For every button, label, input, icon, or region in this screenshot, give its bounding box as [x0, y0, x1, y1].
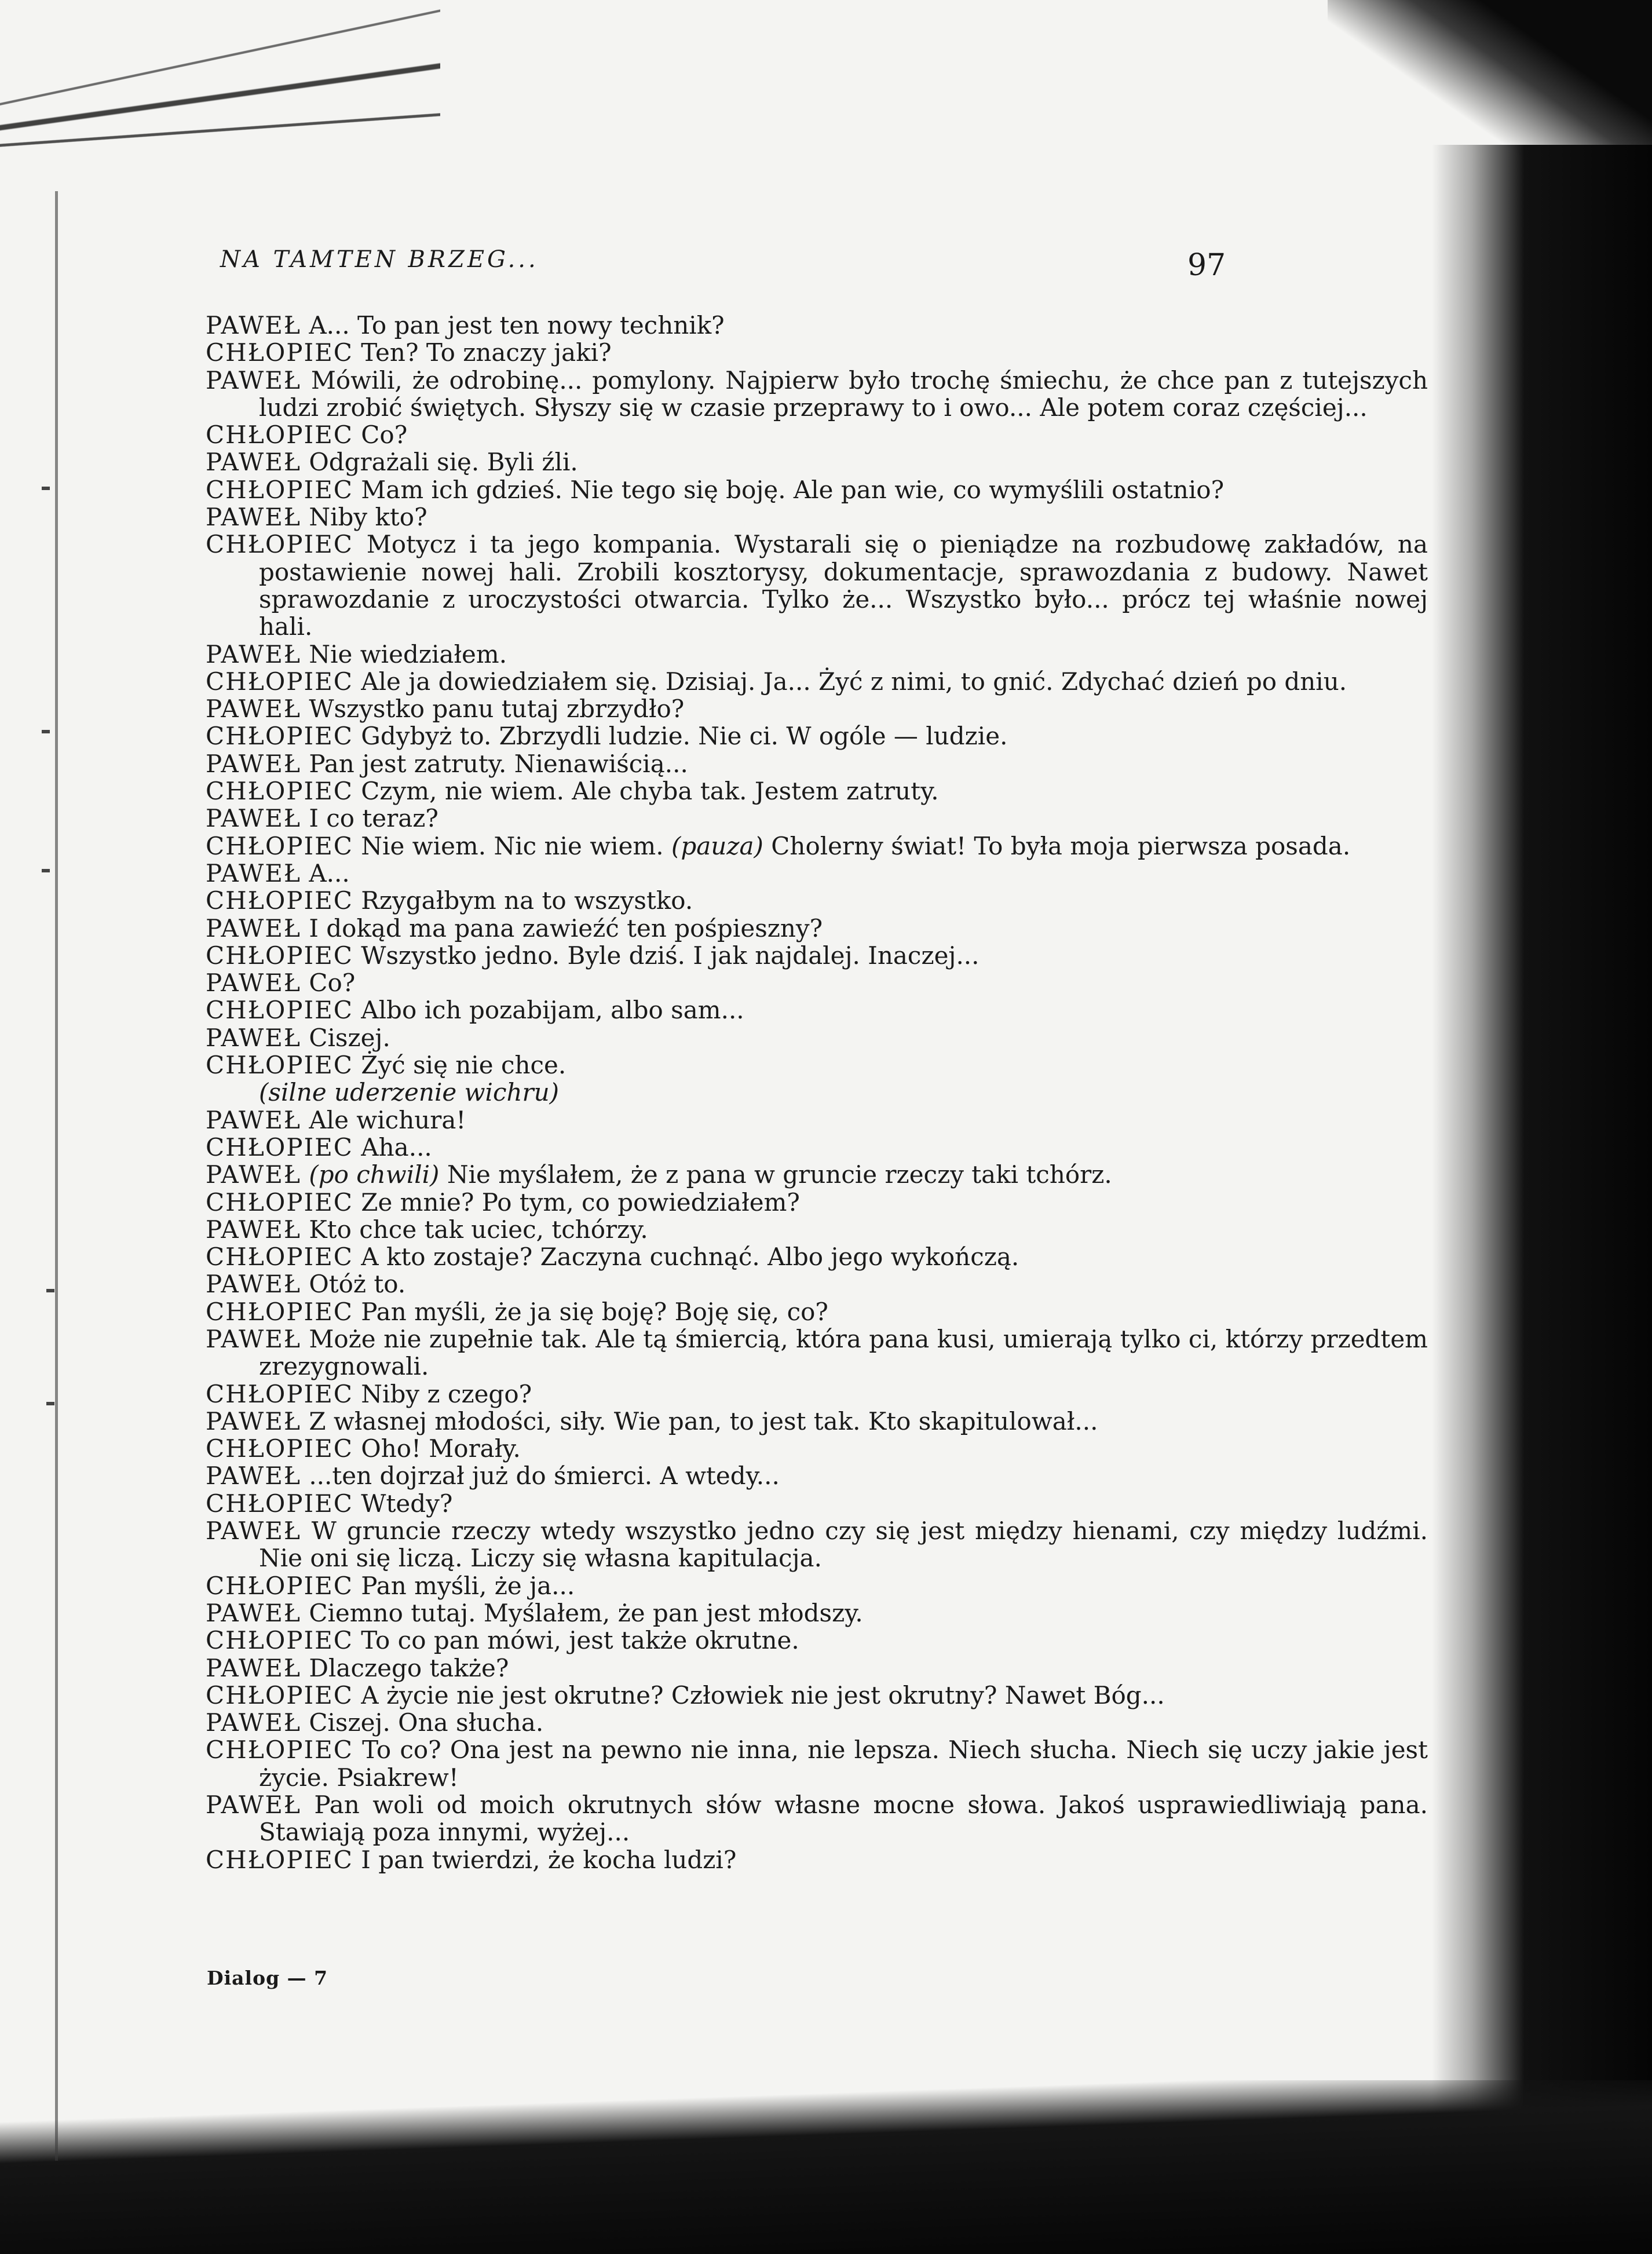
speaker-name: PAWEŁ — [206, 1270, 301, 1299]
line-text: Aha... — [361, 1133, 432, 1161]
line-text: Nie wiem. Nic nie wiem. — [361, 831, 664, 860]
dialogue-line — [206, 996, 1428, 1024]
speaker-name: CHŁOPIEC — [206, 1133, 353, 1161]
speaker-name: CHŁOPIEC — [206, 1845, 353, 1874]
line-text: To co? Ona jest na pewno nie inna, nie lepsza. Niech słucha. Niech się uczy jakie jest życie. Psiakrew! — [259, 1736, 1428, 1792]
speaker-name: CHŁOPIEC — [206, 1571, 353, 1600]
dialogue-line — [206, 915, 1428, 942]
scan-speck — [42, 487, 50, 490]
dialogue-line — [206, 1408, 1428, 1435]
dialogue-line — [206, 1270, 1428, 1298]
page-footer: Dialog — 7 — [207, 1967, 328, 1989]
dialogue-line — [206, 367, 1428, 422]
dialogue-line — [206, 805, 1428, 832]
line-text: Co? — [309, 969, 356, 998]
line-text: W gruncie rzeczy wtedy wszystko jedno czy się jest między hienami, czy między ludźmi. Nie oni się liczą. Liczy się własna kapitulacja. — [259, 1517, 1428, 1573]
line-text: Pan myśli, że ja się boję? Boję się, co? — [361, 1297, 828, 1326]
line-text: Żyć się nie chce. — [361, 1051, 566, 1080]
line-text: Pan woli od moich okrutnych słów własne mocne słowa. Jakoś usprawiedliwiają pana. Stawiają poza innymi, wyżej... — [259, 1791, 1428, 1847]
line-text: Dlaczego także? — [309, 1653, 509, 1682]
line-text: Może nie zupełnie tak. Ale tą śmiercią, która pana kusi, umierają tylko ci, którzy przedtem zrezygnowali. — [259, 1324, 1428, 1381]
dialogue-line — [206, 1462, 1428, 1489]
speaker-name: CHŁOPIEC — [206, 996, 353, 1025]
line-text: Mówili, że odrobinę... pomylony. Najpierw było trochę śmiechu, że chce pan z tutejszych ludzi zrobić świętych. Słyszy się w czasie przeprawy to i owo... Ale potem coraz częściej... — [259, 366, 1428, 422]
running-head: NA TAMTEN BRZEG... — [220, 246, 539, 273]
dialogue-line — [206, 1709, 1428, 1736]
speaker-name: CHŁOPIEC — [206, 831, 353, 860]
speaker-name: PAWEŁ — [206, 1324, 301, 1353]
scan-artifact-top-left — [0, 0, 440, 209]
line-text: Otóż to. — [309, 1270, 406, 1299]
dialogue-line — [206, 1435, 1428, 1462]
dialogue-line — [206, 1051, 1428, 1079]
speaker-name: PAWEŁ — [206, 969, 301, 998]
dialogue-line — [206, 1189, 1428, 1216]
speaker-name: CHŁOPIEC — [206, 1243, 353, 1272]
dialogue-line — [206, 777, 1428, 805]
line-text: Oho! Morały. — [361, 1434, 521, 1463]
dialogue-line — [206, 887, 1428, 914]
line-text: Nie wiedziałem. — [309, 640, 507, 668]
line-text: I co teraz? — [309, 804, 438, 833]
speaker-name: CHŁOPIEC — [206, 1051, 353, 1080]
scan-speck — [42, 869, 50, 872]
line-text: I dokąd ma pana zawieźć ten pośpieszny? — [309, 914, 823, 942]
dialogue-line — [206, 750, 1428, 777]
line-text-continued: Cholerny świat! To była moja pierwsza posada. — [771, 831, 1351, 860]
speaker-name: CHŁOPIEC — [206, 777, 353, 806]
speaker-name: PAWEŁ — [206, 914, 301, 942]
speaker-name: PAWEŁ — [206, 695, 301, 724]
speaker-name: PAWEŁ — [206, 1105, 301, 1134]
scan-speck — [46, 1402, 54, 1405]
dialogue-line — [206, 1298, 1428, 1325]
speaker-name: CHŁOPIEC — [206, 1297, 353, 1326]
stage-direction: (silne uderzenie wichru) — [259, 1078, 560, 1107]
line-text: Rzygałbym na to wszystko. — [361, 886, 693, 915]
speaker-name: CHŁOPIEC — [206, 475, 353, 504]
speaker-name: PAWEŁ — [206, 366, 301, 394]
dialogue-line — [206, 695, 1428, 722]
line-text: ...ten dojrzał już do śmierci. A wtedy... — [309, 1462, 780, 1491]
dialogue-line — [206, 1627, 1428, 1654]
line-text: A... To pan jest ten nowy technik? — [309, 311, 725, 339]
speaker-name: CHŁOPIEC — [206, 1681, 353, 1709]
dialogue-line — [206, 339, 1428, 366]
speaker-name: CHŁOPIEC — [206, 722, 353, 751]
dialogue-line — [206, 722, 1428, 750]
dialogue-line — [206, 1325, 1428, 1380]
scan-speck — [46, 1289, 54, 1292]
speaker-name: CHŁOPIEC — [206, 1489, 353, 1518]
dialogue-line — [206, 942, 1428, 969]
speaker-name: CHŁOPIEC — [206, 886, 353, 915]
line-text: Ciszej. — [309, 1023, 390, 1052]
dialogue-line — [206, 531, 1428, 640]
dialogue-line — [206, 421, 1428, 448]
dialogue-body — [206, 312, 1428, 1873]
dialogue-line — [206, 1134, 1428, 1161]
line-text: Ale wichura! — [309, 1105, 466, 1134]
dialogue-line — [206, 1106, 1428, 1134]
speaker-name: PAWEŁ — [206, 1517, 301, 1546]
dialogue-line — [206, 1572, 1428, 1599]
dialogue-line — [206, 1517, 1428, 1572]
line-text: Mam ich gdzieś. Nie tego się boję. Ale pan wie, co wymyślili ostatnio? — [361, 475, 1225, 504]
page-number: 97 — [1187, 248, 1226, 283]
scan-shadow-right-edge — [1432, 145, 1652, 2143]
speaker-name: PAWEŁ — [206, 1598, 301, 1627]
line-text: A... — [309, 859, 350, 887]
speaker-name: CHŁOPIEC — [206, 1626, 353, 1655]
line-text: Niby z czego? — [361, 1379, 532, 1408]
dialogue-line — [206, 1791, 1428, 1846]
line-text: Wtedy? — [361, 1489, 453, 1518]
speaker-name: PAWEŁ — [206, 1708, 301, 1737]
line-text: Albo ich pozabijam, albo sam... — [361, 996, 744, 1025]
scan-shadow-bottom — [0, 2080, 1652, 2254]
line-text: Co? — [361, 421, 408, 450]
dialogue-line — [206, 1216, 1428, 1243]
dialogue-line — [206, 503, 1428, 531]
dialogue-line — [206, 1243, 1428, 1270]
dialogue-line — [206, 668, 1428, 695]
line-text: Wszystko panu tutaj zbrzydło? — [309, 695, 685, 724]
dialogue-line — [206, 1846, 1428, 1873]
line-text: I pan twierdzi, że kocha ludzi? — [361, 1845, 737, 1874]
scan-speck — [42, 730, 50, 733]
line-text: Gdybyż to. Zbrzydli ludzie. Nie ci. W ogóle — ludzie. — [361, 722, 1008, 751]
dialogue-line — [206, 1024, 1428, 1051]
speaker-name: CHŁOPIEC — [206, 338, 353, 367]
line-text: A kto zostaje? Zaczyna cuchnąć. Albo jego wykończą. — [361, 1243, 1019, 1272]
speaker-name: CHŁOPIEC — [206, 1379, 353, 1408]
speaker-name: PAWEŁ — [206, 311, 301, 339]
line-text: Czym, nie wiem. Ale chyba tak. Jestem zatruty. — [361, 777, 939, 806]
speaker-name: PAWEŁ — [206, 503, 301, 532]
dialogue-line — [206, 969, 1428, 996]
line-text: Wszystko jedno. Byle dziś. I jak najdalej. Inaczej... — [361, 941, 979, 970]
line-text: Niby kto? — [309, 503, 427, 532]
dialogue-line — [206, 832, 1428, 860]
speaker-name: PAWEŁ — [206, 640, 301, 668]
speaker-name: CHŁOPIEC — [206, 1188, 353, 1216]
speaker-name: PAWEŁ — [206, 1215, 301, 1244]
line-stage-note: (po chwili) — [309, 1160, 440, 1189]
line-text-continued: Nie myślałem, że z pana w gruncie rzeczy taki tchórz. — [447, 1160, 1112, 1189]
dialogue-line — [206, 1490, 1428, 1517]
dialogue-line — [206, 448, 1428, 476]
line-text: A życie nie jest okrutne? Człowiek nie jest okrutny? Nawet Bóg... — [361, 1681, 1165, 1709]
speaker-name: CHŁOPIEC — [206, 941, 353, 970]
line-text: Ciemno tutaj. Myślałem, że pan jest młodszy. — [309, 1598, 863, 1627]
line-stage-note: (pauza) — [671, 831, 763, 860]
speaker-name: CHŁOPIEC — [206, 421, 353, 450]
speaker-name: PAWEŁ — [206, 448, 301, 477]
line-text: Z własnej młodości, siły. Wie pan, to jest tak. Kto skapitulował... — [309, 1407, 1098, 1435]
speaker-name: PAWEŁ — [206, 1653, 301, 1682]
dialogue-line — [206, 1380, 1428, 1408]
speaker-name: PAWEŁ — [206, 1791, 301, 1820]
dialogue-line — [206, 641, 1428, 668]
dialogue-line — [206, 1161, 1428, 1188]
dialogue-line — [206, 1736, 1428, 1791]
line-text: Pan myśli, że ja... — [361, 1571, 575, 1600]
line-text: Odgrażali się. Byli źli. — [309, 448, 578, 477]
speaker-name: PAWEŁ — [206, 859, 301, 887]
line-text: To co pan mówi, jest także okrutne. — [361, 1626, 799, 1655]
speaker-name: PAWEŁ — [206, 749, 301, 778]
speaker-name: PAWEŁ — [206, 1160, 301, 1189]
line-text: Ciszej. Ona słucha. — [309, 1708, 544, 1737]
dialogue-line — [206, 860, 1428, 887]
speaker-name: PAWEŁ — [206, 1023, 301, 1052]
speaker-name: PAWEŁ — [206, 804, 301, 833]
dialogue-line — [206, 476, 1428, 503]
line-text: Pan jest zatruty. Nienawiścią... — [309, 749, 688, 778]
speaker-name: CHŁOPIEC — [206, 667, 353, 696]
dialogue-line — [206, 312, 1428, 339]
speaker-name: CHŁOPIEC — [206, 1434, 353, 1463]
dialogue-line — [206, 1599, 1428, 1627]
dialogue-line — [206, 1682, 1428, 1709]
line-text: Ale ja dowiedziałem się. Dzisiaj. Ja... Żyć z nimi, to gnić. Zdychać dzień po dniu. — [361, 667, 1347, 696]
line-text: Ze mnie? Po tym, co powiedziałem? — [361, 1188, 800, 1216]
line-text: Motycz i ta jego kompania. Wystarali się o pieniądze na rozbudowę zakładów, na postawienie nowej hali. Zrobili kosztorysy, dokumentacje, sprawozdania z budowy. Nawet sprawozdanie z uroczystości otwarcia. Tylko że... Wszystko było... prócz tej właśnie nowej hali. — [259, 530, 1428, 641]
line-text: Kto chce tak uciec, tchórzy. — [309, 1215, 648, 1244]
scan-binding-edge — [55, 191, 58, 2161]
speaker-name: PAWEŁ — [206, 1407, 301, 1435]
line-text: Ten? To znaczy jaki? — [361, 338, 612, 367]
speaker-name: CHŁOPIEC — [206, 530, 353, 559]
dialogue-line — [206, 1654, 1428, 1682]
speaker-name: PAWEŁ — [206, 1462, 301, 1491]
speaker-name: CHŁOPIEC — [206, 1736, 353, 1765]
